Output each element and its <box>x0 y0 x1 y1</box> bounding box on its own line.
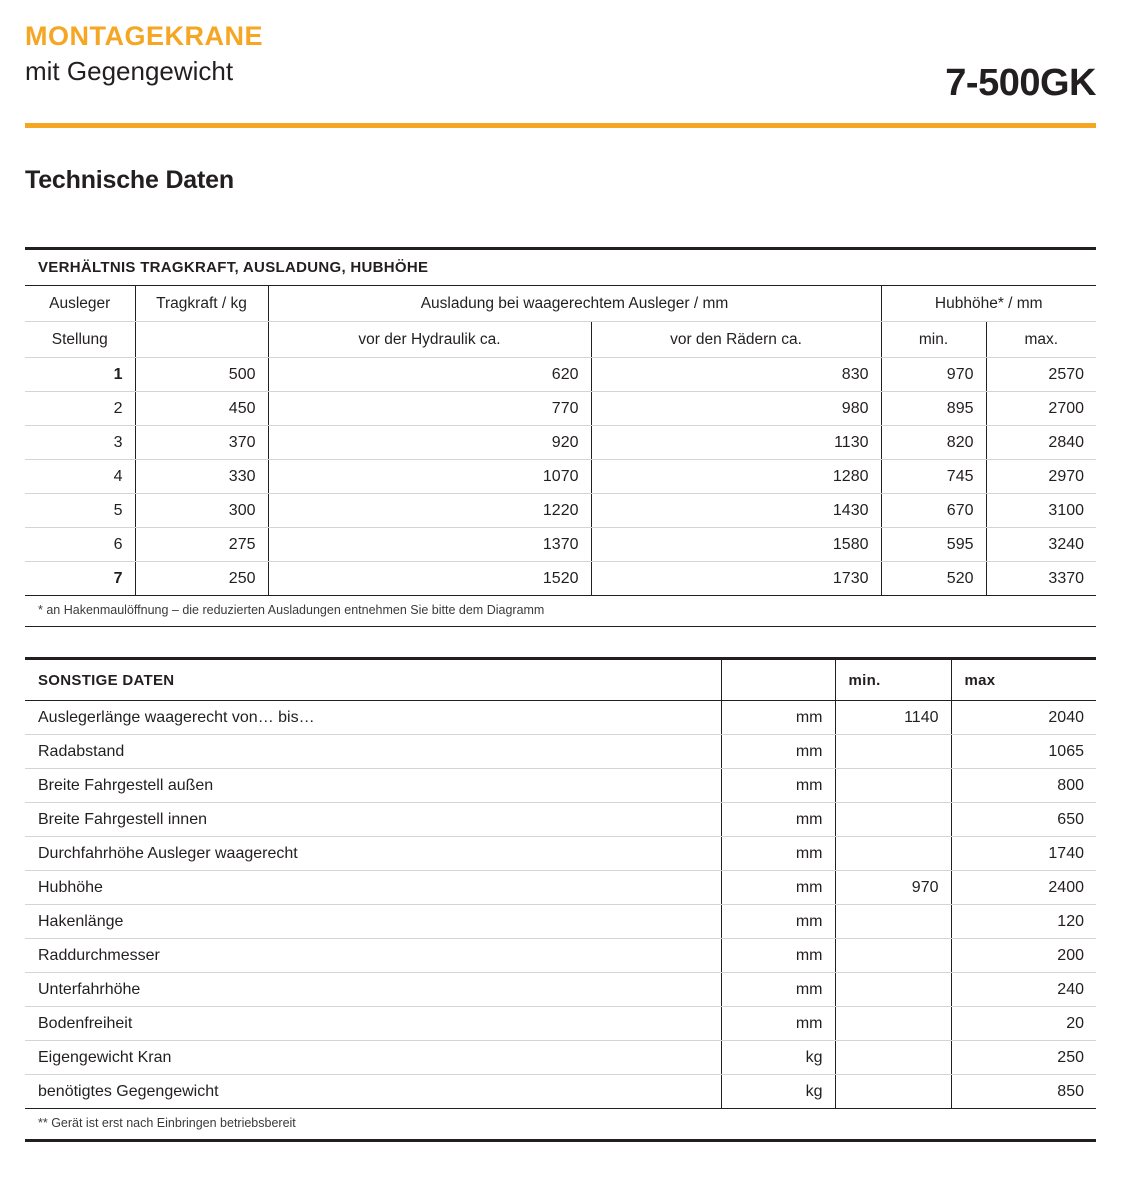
cell-max: 250 <box>951 1041 1096 1075</box>
cell-hub-max: 3370 <box>986 562 1096 596</box>
cell-min <box>835 1041 951 1075</box>
cell-raeder: 1430 <box>591 494 881 528</box>
cell-hub-min: 820 <box>881 426 986 460</box>
cell-hydraulik: 620 <box>268 358 591 392</box>
cell-max: 2040 <box>951 701 1096 735</box>
cell-raeder: 1280 <box>591 460 881 494</box>
cell-label: Breite Fahrgestell innen <box>25 803 721 837</box>
cell-label: Auslegerlänge waagerecht von… bis… <box>25 701 721 735</box>
cell-raeder: 1580 <box>591 528 881 562</box>
cell-hub-min: 520 <box>881 562 986 596</box>
col-header-tragkraft: Tragkraft / kg <box>135 286 268 322</box>
table-row <box>25 460 1096 494</box>
cell-hub-min: 895 <box>881 392 986 426</box>
col-header-hub-min: min. <box>881 322 986 358</box>
table-row <box>25 871 1096 905</box>
cell-stellung: 1 <box>25 358 135 392</box>
cell-min <box>835 735 951 769</box>
cell-unit: kg <box>721 1075 835 1109</box>
cell-raeder: 1130 <box>591 426 881 460</box>
cell-min: 1140 <box>835 701 951 735</box>
cell-raeder: 1730 <box>591 562 881 596</box>
cell-label: Bodenfreiheit <box>25 1007 721 1041</box>
cell-hub-max: 2840 <box>986 426 1096 460</box>
cell-unit: mm <box>721 939 835 973</box>
table-row <box>25 494 1096 528</box>
cell-stellung: 6 <box>25 528 135 562</box>
cell-max: 1065 <box>951 735 1096 769</box>
cell-hydraulik: 1520 <box>268 562 591 596</box>
cell-tragkraft: 450 <box>135 392 268 426</box>
col-header-min: min. <box>835 659 951 701</box>
table-verhaeltnis-tragkraft <box>25 247 1096 627</box>
col-header-unit-blank <box>721 659 835 701</box>
cell-label: Hakenlänge <box>25 905 721 939</box>
cell-stellung: 2 <box>25 392 135 426</box>
cell-label: Durchfahrhöhe Ausleger waagerecht <box>25 837 721 871</box>
cell-min <box>835 973 951 1007</box>
col-header-tragkraft-blank <box>135 322 268 358</box>
table-row <box>25 905 1096 939</box>
cell-hydraulik: 770 <box>268 392 591 426</box>
cell-hub-max: 2570 <box>986 358 1096 392</box>
table-row <box>25 358 1096 392</box>
table-caption-row <box>25 249 1096 286</box>
cell-raeder: 830 <box>591 358 881 392</box>
cell-hub-min: 745 <box>881 460 986 494</box>
cell-unit: mm <box>721 803 835 837</box>
table-row <box>25 1007 1096 1041</box>
cell-label: Unterfahrhöhe <box>25 973 721 1007</box>
cell-hub-min: 670 <box>881 494 986 528</box>
col-header-max: max <box>951 659 1096 701</box>
header-title-block <box>25 22 1096 87</box>
cell-unit: mm <box>721 905 835 939</box>
cell-tragkraft: 250 <box>135 562 268 596</box>
table-header-row-1 <box>25 286 1096 322</box>
table-footnote-row <box>25 596 1096 627</box>
col-header-hubhoehe: Hubhöhe* / mm <box>881 286 1096 322</box>
table-row <box>25 803 1096 837</box>
cell-max: 240 <box>951 973 1096 1007</box>
cell-hydraulik: 1220 <box>268 494 591 528</box>
cell-max: 800 <box>951 769 1096 803</box>
cell-label: Eigengewicht Kran <box>25 1041 721 1075</box>
col-header-ausleger: Ausleger <box>25 286 135 322</box>
cell-min <box>835 1007 951 1041</box>
cell-unit: mm <box>721 1007 835 1041</box>
table-caption: SONSTIGE DATEN <box>25 659 721 701</box>
table-row <box>25 837 1096 871</box>
table-row <box>25 562 1096 596</box>
page-subtitle: mit Gegengewicht <box>25 55 234 86</box>
cell-tragkraft: 330 <box>135 460 268 494</box>
cell-tragkraft: 300 <box>135 494 268 528</box>
cell-max: 2400 <box>951 871 1096 905</box>
cell-max: 120 <box>951 905 1096 939</box>
table-row <box>25 528 1096 562</box>
accent-divider <box>25 123 1096 128</box>
col-header-vor-der-hydraulik: vor der Hydraulik ca. <box>268 322 591 358</box>
cell-unit: mm <box>721 735 835 769</box>
cell-min <box>835 939 951 973</box>
cell-label: Raddurchmesser <box>25 939 721 973</box>
cell-max: 200 <box>951 939 1096 973</box>
cell-hub-max: 2970 <box>986 460 1096 494</box>
col-header-stellung: Stellung <box>25 322 135 358</box>
cell-max: 1740 <box>951 837 1096 871</box>
cell-label: Radabstand <box>25 735 721 769</box>
table-row <box>25 769 1096 803</box>
cell-min <box>835 837 951 871</box>
cell-label: benötigtes Gegengewicht <box>25 1075 721 1109</box>
col-header-vor-den-raedern: vor den Rädern ca. <box>591 322 881 358</box>
cell-max: 650 <box>951 803 1096 837</box>
cell-max: 850 <box>951 1075 1096 1109</box>
page-header <box>25 0 1096 120</box>
table-footnote-row <box>25 1109 1096 1141</box>
cell-unit: mm <box>721 871 835 905</box>
cell-min: 970 <box>835 871 951 905</box>
cell-min <box>835 803 951 837</box>
table-caption-row <box>25 659 1096 701</box>
cell-max: 20 <box>951 1007 1096 1041</box>
table-header-row-2 <box>25 322 1096 358</box>
table-row <box>25 1075 1096 1109</box>
col-header-hub-max: max. <box>986 322 1096 358</box>
cell-raeder: 980 <box>591 392 881 426</box>
table-footnote: ** Gerät ist erst nach Einbringen betriebsbereit <box>25 1109 1096 1141</box>
cell-hub-min: 970 <box>881 358 986 392</box>
cell-hub-max: 3100 <box>986 494 1096 528</box>
cell-min <box>835 1075 951 1109</box>
table-row <box>25 701 1096 735</box>
cell-hub-min: 595 <box>881 528 986 562</box>
cell-tragkraft: 370 <box>135 426 268 460</box>
table-caption: VERHÄLTNIS TRAGKRAFT, AUSLADUNG, HUBHÖHE <box>25 249 1096 286</box>
cell-hydraulik: 1070 <box>268 460 591 494</box>
table-footnote: * an Hakenmaulöffnung – die reduzierten Ausladungen entnehmen Sie bitte dem Diagramm <box>25 596 1096 627</box>
cell-tragkraft: 500 <box>135 358 268 392</box>
table-sonstige-daten <box>25 657 1096 1142</box>
cell-min <box>835 769 951 803</box>
cell-hub-max: 3240 <box>986 528 1096 562</box>
cell-stellung: 7 <box>25 562 135 596</box>
table-row <box>25 939 1096 973</box>
cell-label: Hubhöhe <box>25 871 721 905</box>
cell-unit: mm <box>721 837 835 871</box>
cell-min <box>835 905 951 939</box>
cell-unit: mm <box>721 701 835 735</box>
model-code: 7-500GK <box>945 62 1096 104</box>
section-heading: Technische Daten <box>25 166 234 194</box>
table-row <box>25 426 1096 460</box>
cell-tragkraft: 275 <box>135 528 268 562</box>
page-title: MONTAGEKRANE <box>25 21 263 51</box>
cell-hub-max: 2700 <box>986 392 1096 426</box>
cell-label: Breite Fahrgestell außen <box>25 769 721 803</box>
cell-unit: kg <box>721 1041 835 1075</box>
cell-stellung: 4 <box>25 460 135 494</box>
cell-stellung: 5 <box>25 494 135 528</box>
cell-stellung: 3 <box>25 426 135 460</box>
cell-hydraulik: 1370 <box>268 528 591 562</box>
table-row <box>25 973 1096 1007</box>
table-row <box>25 392 1096 426</box>
table-row <box>25 735 1096 769</box>
cell-unit: mm <box>721 973 835 1007</box>
col-header-ausladung: Ausladung bei waagerechtem Ausleger / mm <box>268 286 881 322</box>
cell-hydraulik: 920 <box>268 426 591 460</box>
cell-unit: mm <box>721 769 835 803</box>
table-row <box>25 1041 1096 1075</box>
